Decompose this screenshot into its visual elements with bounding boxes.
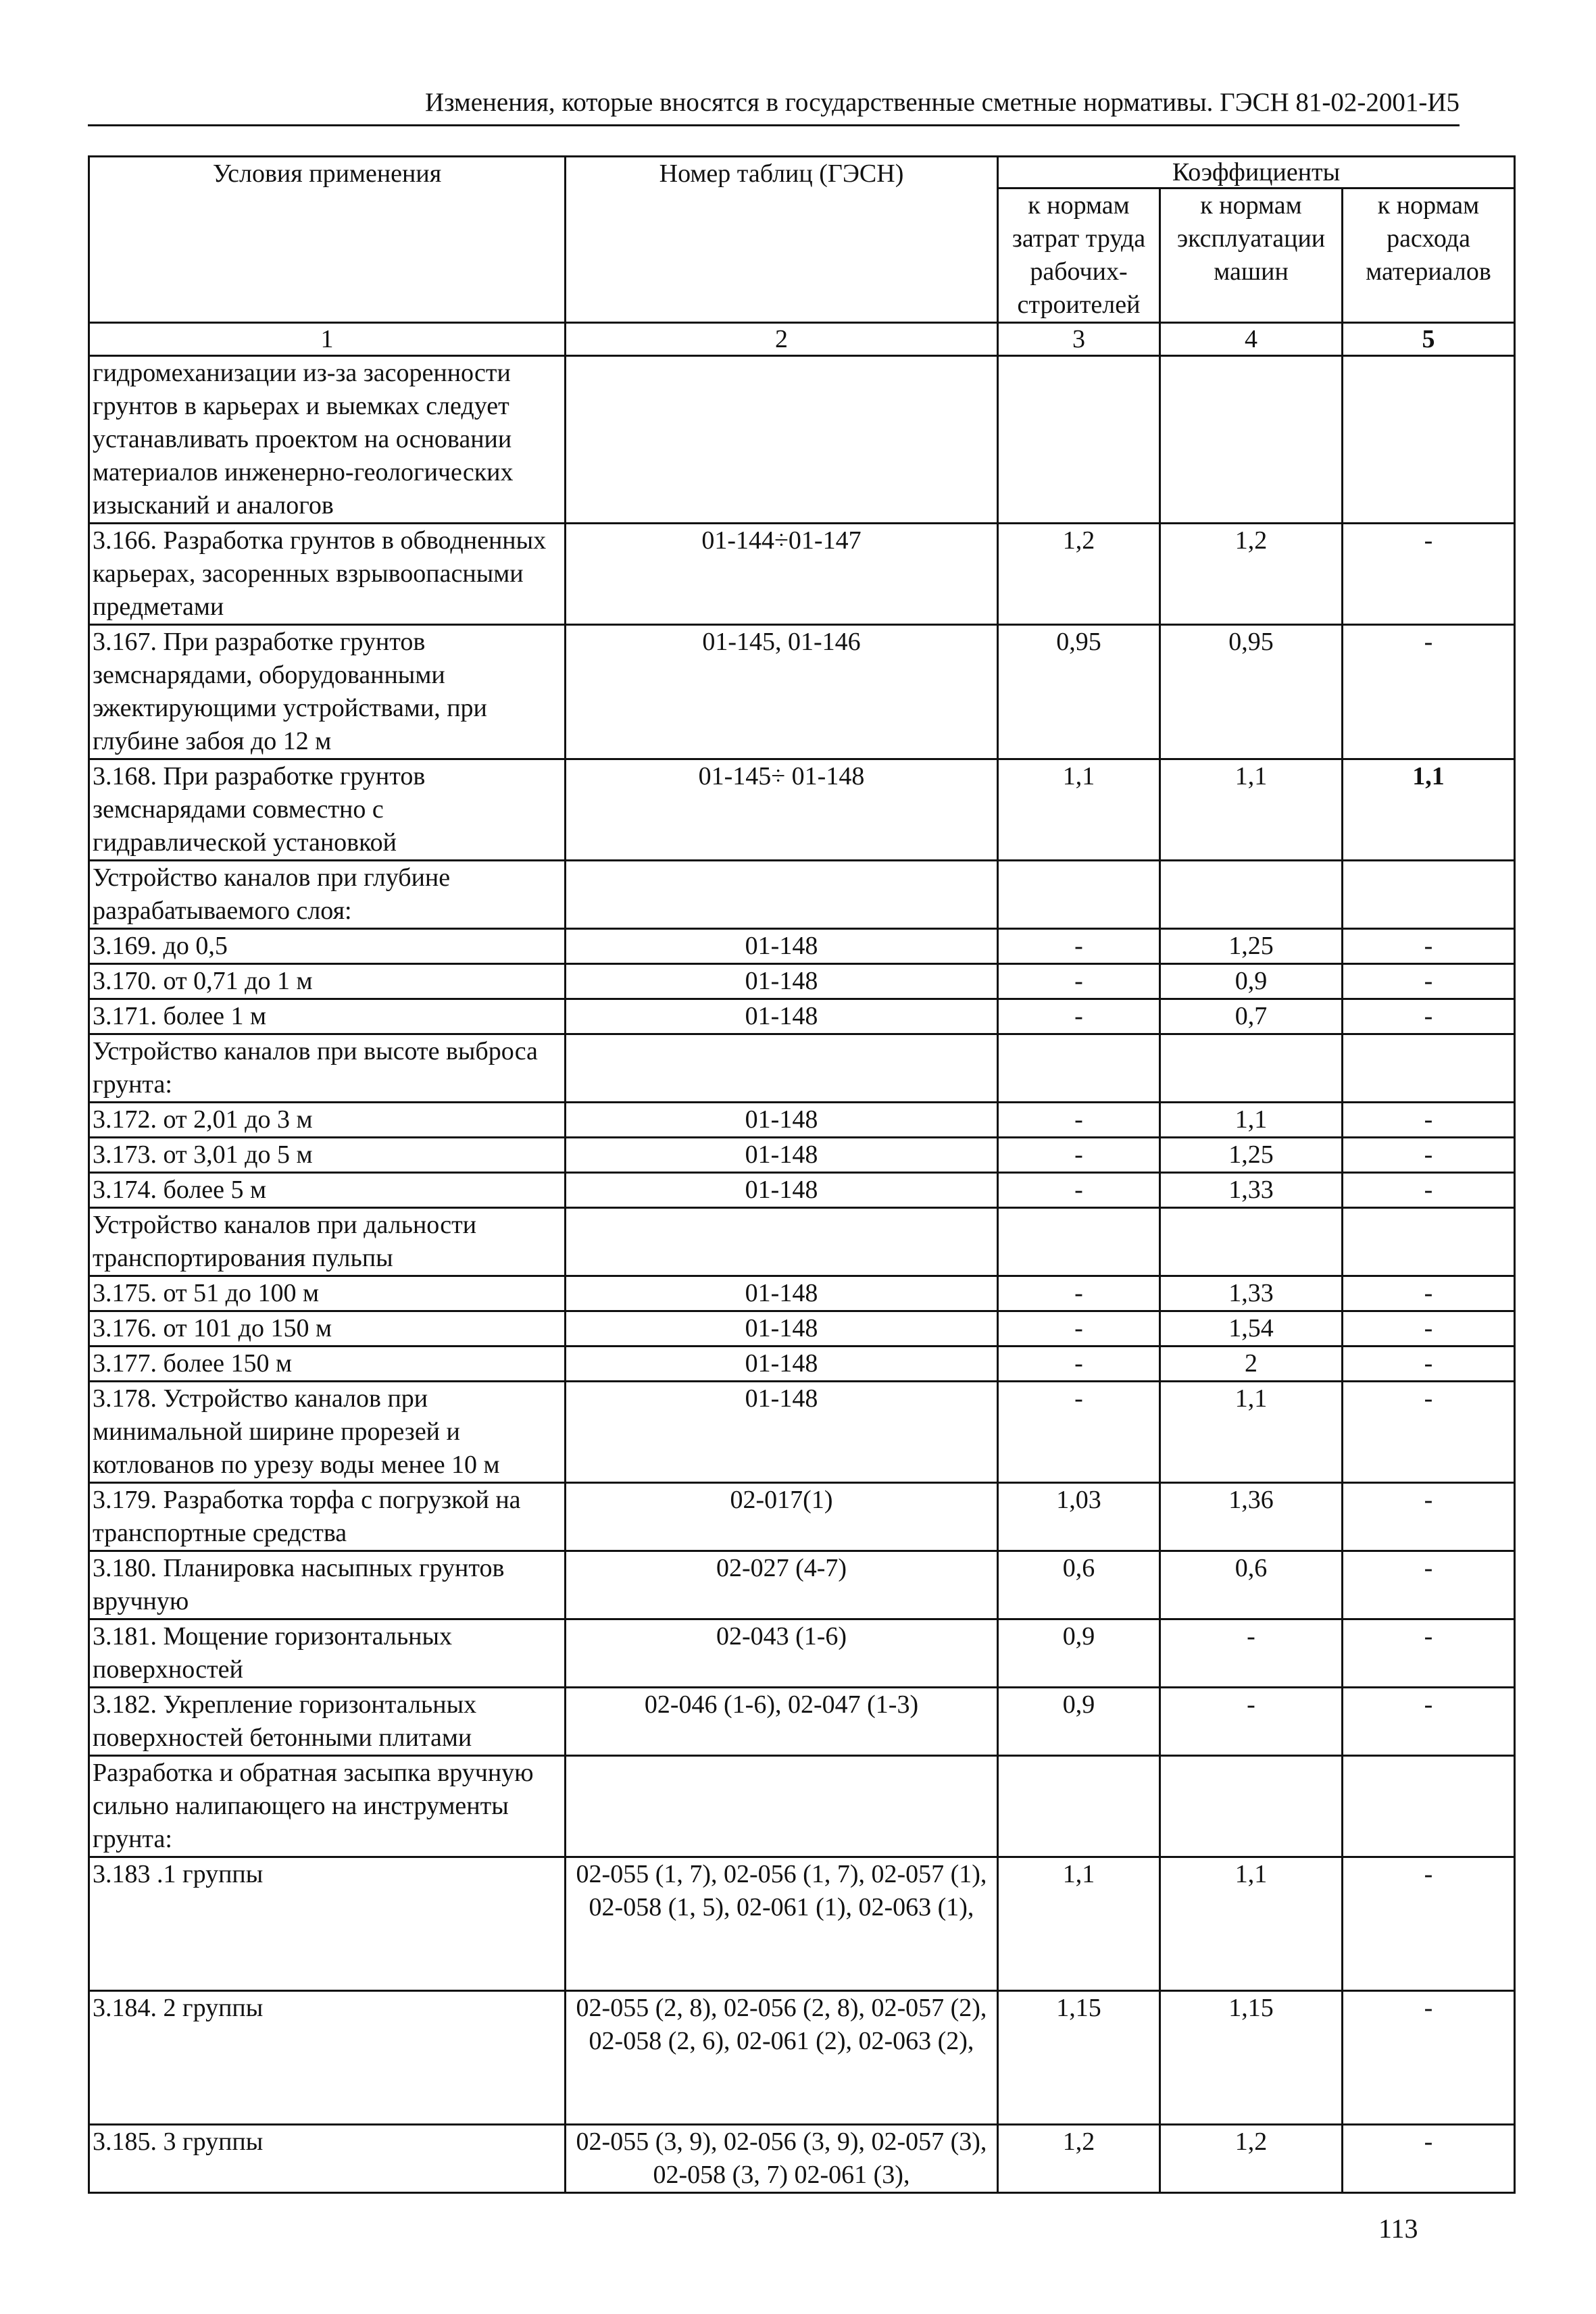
table-row — [89, 1551, 1515, 1619]
row-materials-coef: - — [1343, 1619, 1515, 1688]
row-conditions: 3.172. от 2,01 до 3 м — [89, 1103, 566, 1138]
row-labor-coef — [998, 1208, 1160, 1276]
row-materials-coef: - — [1343, 1551, 1515, 1619]
row-conditions: 3.173. от 3,01 до 5 м — [89, 1138, 566, 1173]
table-row — [89, 1276, 1515, 1311]
row-conditions: 3.182. Укрепление горизонтальных поверхностей бетонными плитами — [89, 1688, 566, 1756]
row-labor-coef: - — [998, 929, 1160, 964]
row-conditions: 3.171. более 1 м — [89, 999, 566, 1034]
row-machines-coef: 1,15 — [1160, 1991, 1343, 2125]
row-machines-coef: 1,1 — [1160, 1382, 1343, 1483]
row-labor-coef: - — [998, 1276, 1160, 1311]
row-materials-coef: - — [1343, 964, 1515, 999]
row-labor-coef — [998, 356, 1160, 524]
row-conditions: 3.177. более 150 м — [89, 1347, 566, 1382]
row-machines-coef — [1160, 1034, 1343, 1103]
row-table-numbers — [566, 1034, 998, 1103]
row-conditions: 3.184. 2 группы — [89, 1991, 566, 2125]
row-labor-coef: - — [998, 1347, 1160, 1382]
table-row — [89, 999, 1515, 1034]
row-materials-coef: - — [1343, 1483, 1515, 1551]
row-materials-coef — [1343, 1034, 1515, 1103]
row-materials-coef: - — [1343, 524, 1515, 625]
row-table-numbers: 02-055 (1, 7), 02-056 (1, 7), 02-057 (1), 02-058 (1, 5), 02-061 (1), 02-063 (1), — [566, 1857, 998, 1991]
row-labor-coef: 0,9 — [998, 1688, 1160, 1756]
coefficients-table — [88, 155, 1516, 2194]
row-table-numbers: 01-148 — [566, 964, 998, 999]
row-conditions: 3.183 .1 группы — [89, 1857, 566, 1991]
row-machines-coef: 0,6 — [1160, 1551, 1343, 1619]
table-row — [89, 861, 1515, 929]
column-number: 2 — [566, 323, 998, 356]
row-machines-coef: 1,33 — [1160, 1173, 1343, 1208]
row-machines-coef — [1160, 861, 1343, 929]
table-row — [89, 356, 1515, 524]
table-row — [89, 1688, 1515, 1756]
row-machines-coef: - — [1160, 1619, 1343, 1688]
row-materials-coef: - — [1343, 1311, 1515, 1347]
row-conditions: 3.178. Устройство каналов при минимальной ширине прорезей и котлованов по урезу воды менее 10 м — [89, 1382, 566, 1483]
row-machines-coef: 0,9 — [1160, 964, 1343, 999]
row-conditions: 3.179. Разработка торфа с погрузкой на транспортные средства — [89, 1483, 566, 1551]
row-table-numbers: 01-148 — [566, 1103, 998, 1138]
table-row — [89, 1347, 1515, 1382]
row-labor-coef: - — [998, 964, 1160, 999]
row-table-numbers: 01-148 — [566, 1311, 998, 1347]
row-table-numbers: 01-148 — [566, 929, 998, 964]
row-table-numbers: 02-043 (1-6) — [566, 1619, 998, 1688]
row-machines-coef: 1,25 — [1160, 1138, 1343, 1173]
table-row — [89, 1857, 1515, 1991]
row-machines-coef — [1160, 1208, 1343, 1276]
table-row — [89, 1991, 1515, 2125]
row-labor-coef: 1,03 — [998, 1483, 1160, 1551]
row-machines-coef: 1,2 — [1160, 2125, 1343, 2193]
row-labor-coef: 0,9 — [998, 1619, 1160, 1688]
header-coefficients: Коэффициенты — [998, 157, 1515, 188]
row-machines-coef: 1,1 — [1160, 1103, 1343, 1138]
table-row — [89, 964, 1515, 999]
row-conditions: 3.166. Разработка грунтов в обводненных карьерах, засоренных взрывоопасными предметами — [89, 524, 566, 625]
row-labor-coef: - — [998, 999, 1160, 1034]
row-conditions: гидромеханизации из-за засоренности грунтов в карьерах и выемках следует устанавливать проектом на основании материалов инженерно-геологических изысканий и аналогов — [89, 356, 566, 524]
row-table-numbers: 01-145÷ 01-148 — [566, 759, 998, 861]
row-materials-coef: - — [1343, 1857, 1515, 1991]
row-machines-coef: 1,33 — [1160, 1276, 1343, 1311]
row-materials-coef: - — [1343, 929, 1515, 964]
table-row — [89, 1311, 1515, 1347]
row-machines-coef: 0,95 — [1160, 625, 1343, 759]
row-materials-coef: - — [1343, 1103, 1515, 1138]
row-materials-coef — [1343, 861, 1515, 929]
row-conditions: 3.176. от 101 до 150 м — [89, 1311, 566, 1347]
header-rule — [88, 124, 1460, 126]
row-table-numbers: 01-148 — [566, 999, 998, 1034]
row-table-numbers — [566, 1756, 998, 1857]
row-conditions: 3.185. 3 группы — [89, 2125, 566, 2193]
row-conditions: Устройство каналов при глубине разрабатываемого слоя: — [89, 861, 566, 929]
row-labor-coef — [998, 1034, 1160, 1103]
column-number: 4 — [1160, 323, 1343, 356]
row-table-numbers — [566, 356, 998, 524]
row-machines-coef — [1160, 356, 1343, 524]
table-row — [89, 524, 1515, 625]
row-materials-coef: - — [1343, 1688, 1515, 1756]
column-numbers-row — [89, 323, 1515, 356]
table-row — [89, 1138, 1515, 1173]
header-table-numbers: Номер таблиц (ГЭСН) — [566, 157, 998, 323]
table-row — [89, 1619, 1515, 1688]
row-labor-coef: 1,15 — [998, 1991, 1160, 2125]
table-row — [89, 1483, 1515, 1551]
row-materials-coef: 1,1 — [1343, 759, 1515, 861]
table-row — [89, 625, 1515, 759]
row-conditions: 3.169. до 0,5 — [89, 929, 566, 964]
header-labor: к нормам затрат труда рабочих-строителей — [998, 188, 1160, 323]
row-conditions: 3.168. При разработке грунтов земснарядами совместно с гидравлической установкой — [89, 759, 566, 861]
row-table-numbers: 01-148 — [566, 1138, 998, 1173]
row-conditions: Разработка и обратная засыпка вручную сильно налипающего на инструменты грунта: — [89, 1756, 566, 1857]
row-machines-coef: 1,1 — [1160, 759, 1343, 861]
row-table-numbers: 02-055 (2, 8), 02-056 (2, 8), 02-057 (2), 02-058 (2, 6), 02-061 (2), 02-063 (2), — [566, 1991, 998, 2125]
row-labor-coef: 1,1 — [998, 1857, 1160, 1991]
row-labor-coef: 1,1 — [998, 759, 1160, 861]
row-conditions: 3.174. более 5 м — [89, 1173, 566, 1208]
row-labor-coef: - — [998, 1103, 1160, 1138]
row-labor-coef: 1,2 — [998, 524, 1160, 625]
row-table-numbers: 01-148 — [566, 1276, 998, 1311]
row-materials-coef — [1343, 1208, 1515, 1276]
table-row — [89, 929, 1515, 964]
row-labor-coef: 0,6 — [998, 1551, 1160, 1619]
header-conditions: Условия применения — [89, 157, 566, 323]
row-materials-coef: - — [1343, 1991, 1515, 2125]
row-labor-coef: - — [998, 1138, 1160, 1173]
table-body — [89, 356, 1515, 2193]
row-labor-coef: - — [998, 1311, 1160, 1347]
row-table-numbers: 02-046 (1-6), 02-047 (1-3) — [566, 1688, 998, 1756]
row-table-numbers: 02-055 (3, 9), 02-056 (3, 9), 02-057 (3), 02-058 (3, 7) 02-061 (3), — [566, 2125, 998, 2193]
row-conditions: Устройство каналов при высоте выброса грунта: — [89, 1034, 566, 1103]
header-materials: к нормам расхода материалов — [1343, 188, 1515, 323]
row-table-numbers — [566, 861, 998, 929]
row-materials-coef — [1343, 1756, 1515, 1857]
row-machines-coef: - — [1160, 1688, 1343, 1756]
row-conditions: 3.180. Планировка насыпных грунтов вручную — [89, 1551, 566, 1619]
row-machines-coef: 1,54 — [1160, 1311, 1343, 1347]
row-machines-coef: 1,2 — [1160, 524, 1343, 625]
row-materials-coef: - — [1343, 1173, 1515, 1208]
row-labor-coef: 0,95 — [998, 625, 1160, 759]
row-labor-coef: - — [998, 1173, 1160, 1208]
row-labor-coef: 1,2 — [998, 2125, 1160, 2193]
column-number: 3 — [998, 323, 1160, 356]
table-row — [89, 2125, 1515, 2193]
page-header-title: Изменения, которые вносятся в государственные сметные нормативы. ГЭСН 81-02-2001-И5 — [425, 88, 1460, 117]
row-table-numbers: 01-144÷01-147 — [566, 524, 998, 625]
table-row — [89, 759, 1515, 861]
table-row — [89, 1173, 1515, 1208]
row-table-numbers — [566, 1208, 998, 1276]
table-row — [89, 1208, 1515, 1276]
table-row — [89, 1103, 1515, 1138]
row-materials-coef: - — [1343, 625, 1515, 759]
column-number: 1 — [89, 323, 566, 356]
row-materials-coef: - — [1343, 2125, 1515, 2193]
row-table-numbers: 01-148 — [566, 1347, 998, 1382]
row-machines-coef — [1160, 1756, 1343, 1857]
row-labor-coef: - — [998, 1382, 1160, 1483]
row-table-numbers: 01-148 — [566, 1382, 998, 1483]
row-table-numbers: 01-148 — [566, 1173, 998, 1208]
row-table-numbers: 02-027 (4-7) — [566, 1551, 998, 1619]
table-row — [89, 1382, 1515, 1483]
row-labor-coef — [998, 861, 1160, 929]
row-labor-coef — [998, 1756, 1160, 1857]
row-machines-coef: 1,25 — [1160, 929, 1343, 964]
row-materials-coef: - — [1343, 1347, 1515, 1382]
page-number: 113 — [1378, 2213, 1418, 2244]
row-conditions: 3.175. от 51 до 100 м — [89, 1276, 566, 1311]
row-machines-coef: 2 — [1160, 1347, 1343, 1382]
table-row — [89, 1034, 1515, 1103]
row-materials-coef: - — [1343, 1382, 1515, 1483]
row-materials-coef — [1343, 356, 1515, 524]
row-materials-coef: - — [1343, 1138, 1515, 1173]
column-number: 5 — [1343, 323, 1515, 356]
row-conditions: 3.170. от 0,71 до 1 м — [89, 964, 566, 999]
row-machines-coef: 1,36 — [1160, 1483, 1343, 1551]
row-conditions: 3.167. При разработке грунтов земснарядами, оборудованными эжектирующими устройствами, при глубине забоя до 12 м — [89, 625, 566, 759]
row-materials-coef: - — [1343, 999, 1515, 1034]
row-machines-coef: 0,7 — [1160, 999, 1343, 1034]
row-conditions: 3.181. Мощение горизонтальных поверхностей — [89, 1619, 566, 1688]
row-table-numbers: 02-017(1) — [566, 1483, 998, 1551]
row-conditions: Устройство каналов при дальности транспортирования пульпы — [89, 1208, 566, 1276]
table-row — [89, 1756, 1515, 1857]
row-machines-coef: 1,1 — [1160, 1857, 1343, 1991]
row-materials-coef: - — [1343, 1276, 1515, 1311]
row-table-numbers: 01-145, 01-146 — [566, 625, 998, 759]
header-machines: к нормам эксплуатации машин — [1160, 188, 1343, 323]
